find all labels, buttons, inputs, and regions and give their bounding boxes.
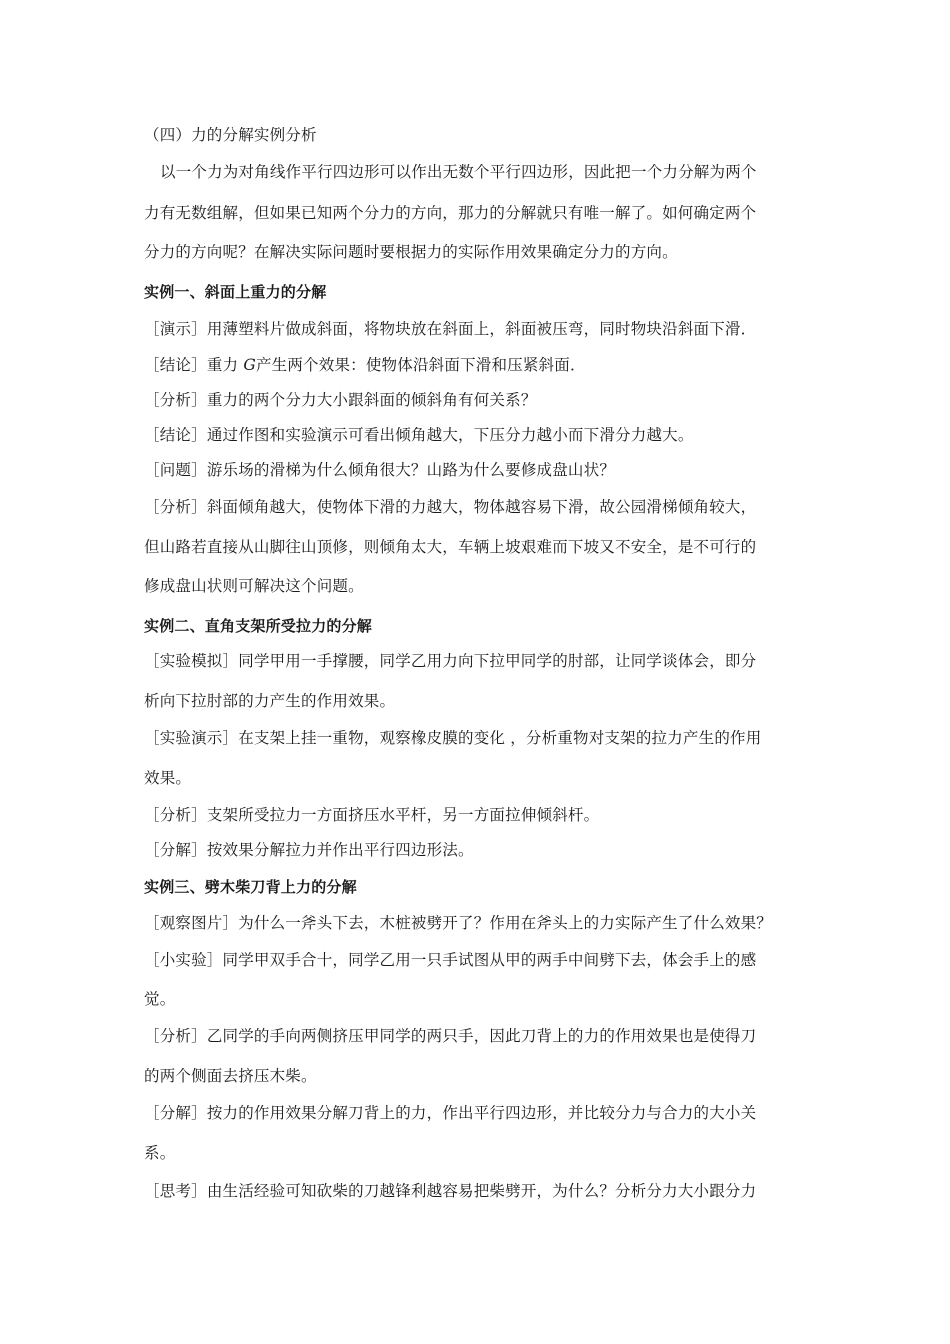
- paragraph-text: 为什么一斧头下去，木桩被劈开了？作用在斧头上的力实际产生了什么效果？: [238, 914, 773, 932]
- example1-analysis2-line3: 修成盘山状则可解决这个问题。: [144, 577, 364, 595]
- tag-label: ［分析］: [144, 498, 207, 516]
- example1-conclusion2: [144, 424, 814, 446]
- paragraph-text: 由生活经验可知砍柴的刀越锋利越容易把柴劈开，为什么？分析分力大小跟分力: [206, 1182, 757, 1200]
- paragraph-text: 在支架上挂一重物，观察橡皮膜的变化 ，分析重物对支架的拉力产生的作用: [238, 729, 762, 747]
- paragraph-text: 乙同学的手向两侧挤压甲同学的两只手，因此刀背上的力的作用效果也是使得刀: [206, 1027, 757, 1045]
- tag-label: ［实验演示］: [144, 729, 239, 747]
- example3-small-exp-line2: 觉。: [144, 990, 176, 1008]
- tag-label: ［结论］: [144, 426, 207, 444]
- example3-decompose-line1: [144, 1102, 814, 1124]
- example2-decompose: [144, 839, 814, 861]
- example3-analysis-line2: 的两个侧面去挤压木柴。: [144, 1067, 317, 1085]
- paragraph-text: 支架所受拉力一方面挤压水平杆，另一方面拉伸倾斜杆。: [206, 806, 600, 824]
- gravity-variable: G: [243, 356, 256, 374]
- tag-label: ［思考］: [144, 1182, 207, 1200]
- example1-title: 实例一、斜面上重力的分解: [144, 283, 327, 301]
- paragraph-text: 斜面倾角越大，使物体下滑的力越大，物体越容易下滑，故公园滑梯倾角较大，: [206, 498, 757, 516]
- example3-title: 实例三、劈木柴刀背上力的分解: [144, 878, 357, 896]
- example1-demo: [144, 318, 814, 340]
- tag-label: ［分析］: [144, 1027, 207, 1045]
- paragraph-text: 同学甲用一手撑腰，同学乙用力向下拉甲同学的肘部，让同学谈体会，即分: [238, 652, 757, 670]
- tag-label: ［分析］: [144, 806, 207, 824]
- tag-label: ［分析］: [144, 391, 207, 409]
- paragraph-text: 同学甲双手合十，同学乙用一只手试图从甲的两手中间劈下去，体会手上的感: [222, 951, 757, 969]
- example2-simulation-line2: 析向下拉肘部的力产生的作用效果。: [144, 692, 396, 710]
- example2-title: 实例二、直角支架所受拉力的分解: [144, 617, 373, 635]
- paragraph-text: 通过作图和实验演示可看出倾角越大，下压分力越小而下滑分力越大。: [206, 426, 694, 444]
- example2-analysis: [144, 804, 814, 826]
- example3-observe: [144, 912, 814, 934]
- paragraph-text: 重力的两个分力大小跟斜面的倾斜角有何关系？: [206, 391, 537, 409]
- section-heading: （四）力的分解实例分析: [144, 126, 317, 144]
- example3-small-exp-line1: [144, 949, 814, 971]
- tag-label: ［观察图片］: [144, 914, 239, 932]
- example1-question: [144, 459, 814, 481]
- example1-analysis2-line1: [144, 496, 814, 518]
- tag-label: ［小实验］: [144, 951, 223, 969]
- example3-analysis-line1: [144, 1025, 814, 1047]
- paragraph-text: 按效果分解拉力并作出平行四边形法。: [206, 841, 474, 859]
- paragraph-text: 游乐场的滑梯为什么倾角很大？山路为什么要修成盘山状？: [206, 461, 616, 479]
- paragraph-text: 用薄塑料片做成斜面，将物块放在斜面上，斜面被压弯，同时物块沿斜面下滑．: [206, 320, 757, 338]
- example1-analysis2-line2: 但山路若直接从山脚往山顶修，则倾角太大，车辆上坡艰难而下坡又不安全，是不可行的: [144, 538, 757, 556]
- paragraph-text: 重力: [206, 356, 244, 374]
- example2-simulation-line1: [144, 650, 814, 672]
- paragraph-text: 产生两个效果：使物体沿斜面下滑和压紧斜面．: [255, 356, 586, 374]
- example1-analysis1: [144, 389, 814, 411]
- tag-label: ［结论］: [144, 356, 207, 374]
- tag-label: ［分解］: [144, 841, 207, 859]
- example3-decompose-line2: 系。: [144, 1144, 176, 1162]
- paragraph-text: 按力的作用效果分解刀背上的力，作出平行四边形，并比较分力与合力的大小关: [206, 1104, 757, 1122]
- example2-demo-line2: 效果。: [144, 769, 192, 787]
- example1-conclusion1: [144, 354, 814, 376]
- intro-line-1: 以一个力为对角线作平行四边形可以作出无数个平行四边形，因此把一个力分解为两个: [160, 163, 757, 181]
- example2-demo-line1: [144, 727, 814, 749]
- intro-line-3: 分力的方向呢？在解决实际问题时要根据力的实际作用效果确定分力的方向。: [144, 243, 678, 261]
- tag-label: ［实验模拟］: [144, 652, 239, 670]
- tag-label: ［分解］: [144, 1104, 207, 1122]
- intro-line-2: 力有无数组解，但如果已知两个分力的方向，那力的分解就只有唯一解了。如何确定两个: [144, 204, 757, 222]
- tag-label: ［问题］: [144, 461, 207, 479]
- example3-think: [144, 1180, 814, 1202]
- tag-label: ［演示］: [144, 320, 207, 338]
